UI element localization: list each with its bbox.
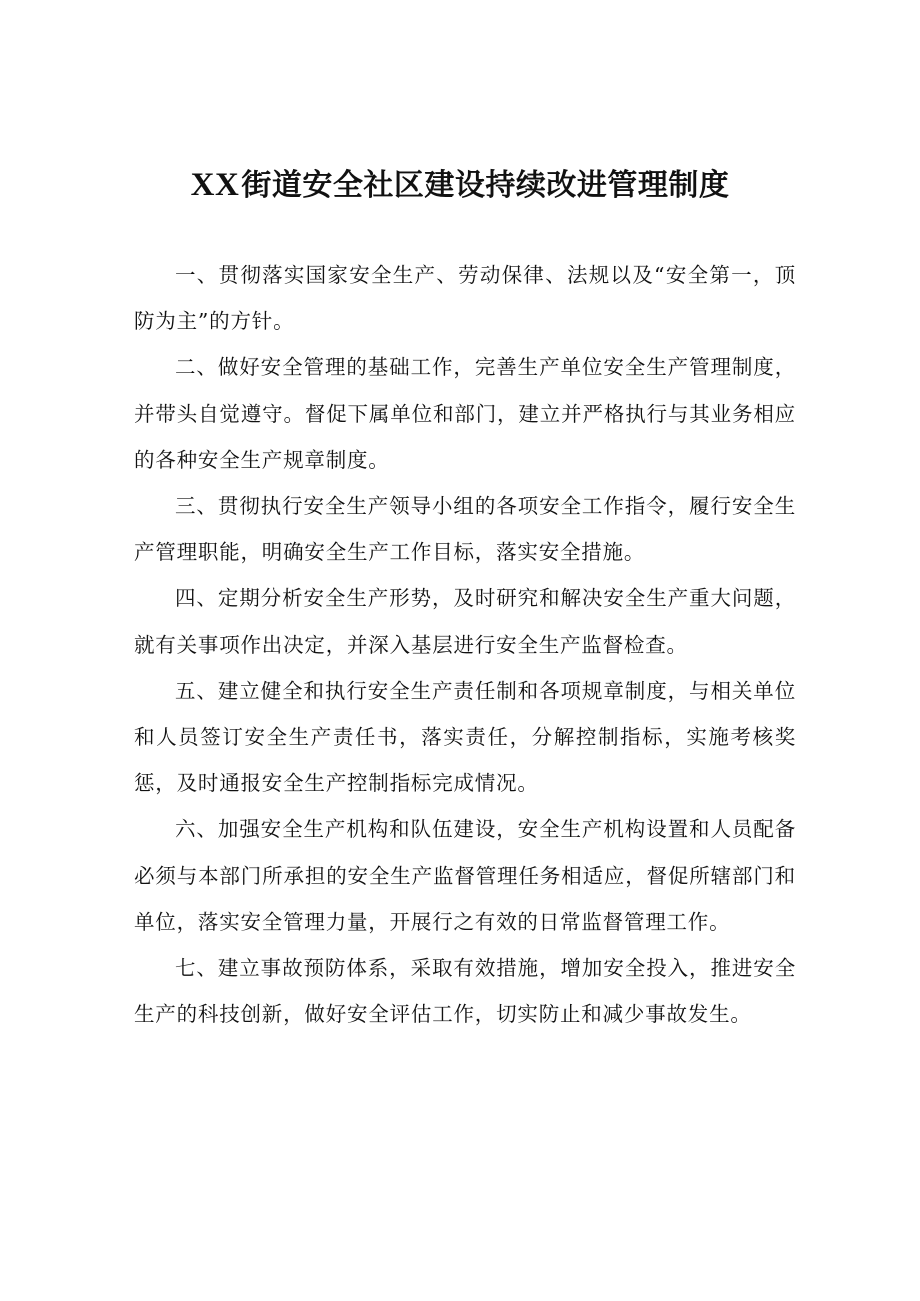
paragraph-4: 四、定期分析安全生产形势，及时研究和解决安全生产重大问题，就有关事项作出决定，并深入基层进行安全生产监督检查。	[134, 586, 796, 657]
document-title	[0, 163, 920, 208]
paragraph-1: 一、贯彻落实国家安全生产、劳动保律、法规以及“安全第一，顶防为主”的方针。	[134, 263, 796, 334]
paragraph-2: 二、做好安全管理的基础工作，完善生产单位安全生产管理制度，并带头自觉遵守。督促下属单位和部门，建立并严格执行与其业务相应的各种安全生产规章制度。	[134, 355, 796, 472]
document-body	[134, 252, 796, 1037]
paragraph-3: 三、贯彻执行安全生产领导小组的各项安全工作指令，履行安全生产管理职能，明确安全生产工作目标，落实安全措施。	[134, 494, 796, 565]
paragraph-7: 七、建立事故预防体系，采取有效措施，增加安全投入，推进安全生产的科技创新，做好安全评估工作，切实防止和减少事故发生。	[134, 956, 796, 1027]
title-main: 街道安全社区建设持续改进管理制度	[241, 168, 730, 203]
title-prefix: XX	[190, 167, 240, 203]
paragraph-6: 六、加强安全生产机构和队伍建设，安全生产机构设置和人员配备必须与本部门所承担的安全生产监督管理任务相适应，督促所辖部门和单位，落实安全管理力量，开展行之有效的日常监督管理工作。	[134, 817, 796, 934]
paragraph-5: 五、建立健全和执行安全生产责任制和各项规章制度，与相关单位和人员签订安全生产责任书，落实责任，分解控制指标，实施考核奖惩，及时通报安全生产控制指标完成情况。	[134, 678, 796, 796]
